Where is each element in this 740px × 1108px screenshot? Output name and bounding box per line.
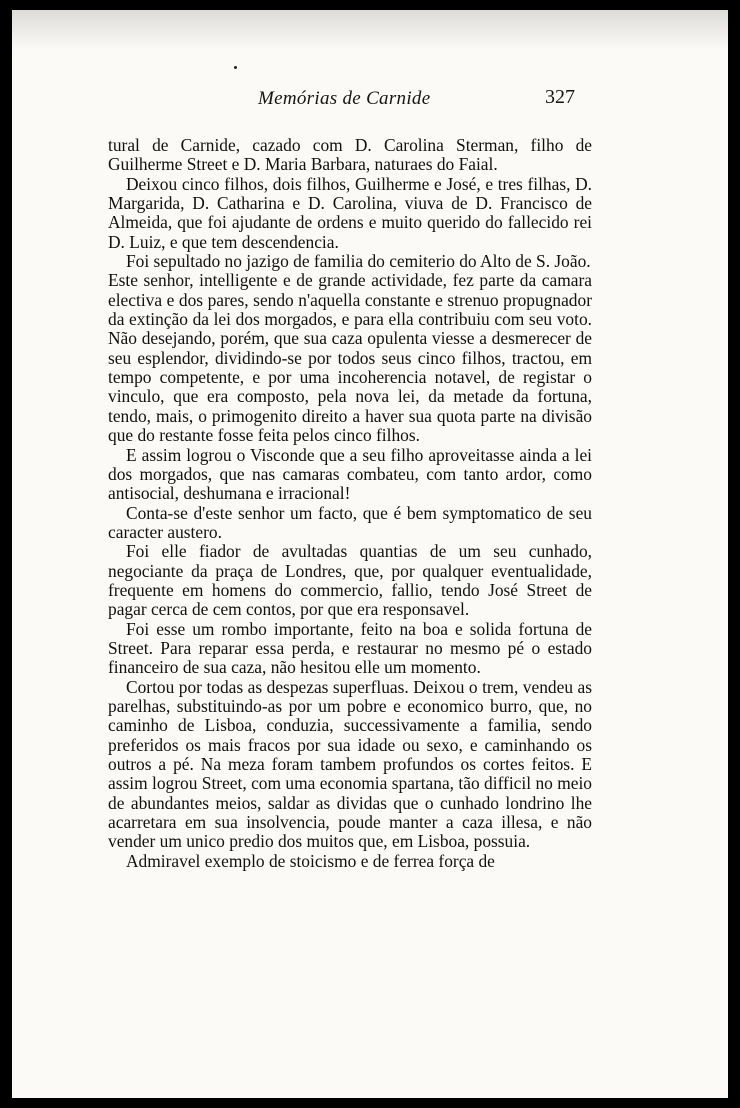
paragraph-6: Conta-se d'este senhor um facto, que é bem symptomatico de seu caracter austero. [108,502,592,542]
paragraph-5: E assim logrou o Visconde que a seu filho aproveitasse ainda a lei dos morgados, que nas camaras combateu, com tanto ardor, como antisocial, deshumana e irracional! [108,444,592,504]
body-text [108,136,592,871]
page-number: 327 [545,86,575,108]
paragraph-4: Este senhor, intelligente e de grande actividade, fez parte da camara electiva e dos pares, sendo n'aquella constante e strenuo propugnador da extinção da lei dos morgados, e para ella contribuiu com seu voto. Não desejando, porém, que sua caza opulenta viesse a desmerecer de seu esplendor, dividindo-se por todos seus cinco filhos, tractou, em tempo competente, e por uma incoherencia notavel, de registar o vinculo, que era composto, pela nova lei, da metade da fortuna, tendo, mais, o primogenito direito a haver sua quota parte na divisão que do restante fosse feita pelos cinco filhos. [108,270,592,446]
paragraph-10: Admiravel exemplo de stoicismo e de ferrea força de [126,850,495,871]
paragraph-2: Deixou cinco filhos, dois filhos, Guilherme e José, e tres filhas, D. Margarida, D. Catharina e D. Carolina, viuva de D. Francisco de Almeida, que foi ajudante de ordens e muito querido do fallecido rei D. Luiz, e que tem descendencia. [108,173,592,252]
paragraph-3: Foi sepultado no jazigo de familia do cemiterio do Alto de S. João. [126,251,591,272]
paragraph-8: Foi esse um rombo importante, feito na boa e solida fortuna de Street. Para reparar essa perda, e restaurar no mesmo pé o estado financeiro de sua caza, não hesitou elle um momento. [108,618,592,678]
book-page [12,10,728,1098]
running-title: Memórias de Carnide [258,88,431,109]
paragraph-7: Foi elle fiador de avultadas quantias de um seu cunhado, negociante da praça de Londres, que, por qualquer eventualidade, frequente em homens do commercio, fallio, tendo José Street de pagar cerca de cem contos, por que era responsavel. [108,541,592,620]
scan-shadow [12,10,728,50]
paragraph-1: tural de Carnide, cazado com D. Carolina Sterman, filho de Guilherme Street e D. Maria Barbara, naturaes do Faial. [108,135,592,175]
ink-speck [234,66,237,69]
running-header [12,88,728,118]
paragraph-9: Cortou por todas as despezas superfluas. Deixou o trem, vendeu as parelhas, substituindo-as por um pobre e economico burro, que, no caminho de Lisboa, conduzia, successivamente a familia, sendo preferidos os mais fracos por sua idade ou sexo, e caminhando os outros a pé. Na meza foram tambem profundos os cortes feitos. E assim logrou Street, com uma economia spartana, tão difficil no meio de abundantes meios, saldar as dividas que o cunhado londrino lhe acarretara em sua insolvencia, poude manter a caza illesa, e não vender um unico predio dos muitos que, em Lisboa, possuia. [108,676,592,852]
